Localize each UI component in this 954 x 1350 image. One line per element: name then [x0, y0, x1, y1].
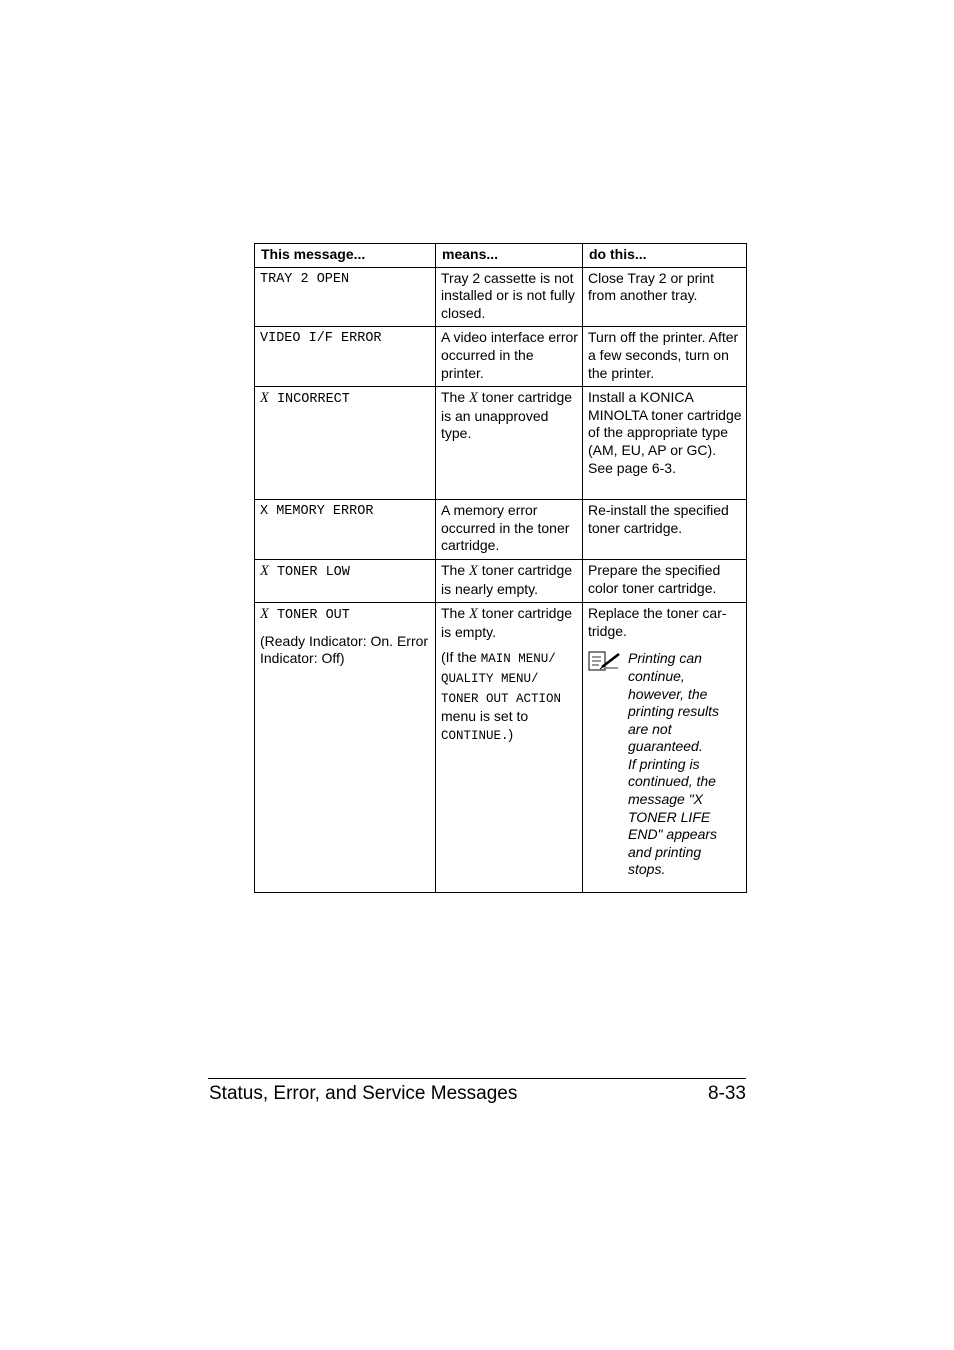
- message-cell: X MEMORY ERROR: [255, 500, 436, 560]
- means-cell: [436, 387, 583, 500]
- do-this-cell: Install a KONICA MINOLTA toner cartridge of the appropriate type (AM, EU, AP or GC). See page 6-3.: [583, 387, 747, 500]
- message-variable: X: [260, 606, 269, 623]
- means-text: The: [441, 605, 470, 622]
- means-cell: [436, 603, 583, 893]
- table-row: [255, 603, 747, 893]
- means-text: The: [441, 561, 470, 578]
- means-text: toner cartridge is nearly empty.: [441, 561, 573, 597]
- indicator-note: (Ready Indicator: On. Error Indicator: Off): [260, 632, 429, 667]
- means-text: toner cartridge is an unapproved type.: [441, 389, 573, 442]
- note-paragraph: Printing can continue, however, the printing results are not guaranteed.: [628, 650, 720, 755]
- note-pencil-icon: [588, 650, 628, 879]
- header-means: means...: [436, 244, 583, 268]
- message-cell: [255, 559, 436, 602]
- message-cell: [255, 603, 436, 893]
- message-cell: TRAY 2 OPEN: [255, 267, 436, 327]
- message-code: [260, 606, 431, 625]
- footer-divider: [208, 1078, 746, 1079]
- condition-text: (If the: [441, 649, 481, 666]
- table-row: [255, 327, 747, 387]
- note-text: [628, 650, 742, 879]
- condition-text: ): [508, 725, 514, 742]
- footer-section-title: Status, Error, and Service Messages: [209, 1083, 518, 1104]
- table-row: [255, 387, 747, 500]
- table-row: [255, 267, 747, 327]
- means-variable: X: [469, 606, 478, 623]
- do-this-cell: Prepare the specified color toner cartridge.: [583, 559, 747, 602]
- menu-condition: [441, 649, 578, 745]
- message-text: TONER OUT: [268, 608, 350, 624]
- do-this-cell: [583, 603, 747, 893]
- message-text: INCORRECT: [268, 392, 350, 408]
- message-text: TONER LOW: [268, 564, 350, 580]
- menu-value: CONTINUE.: [441, 728, 509, 743]
- message-cell: VIDEO I/F ERROR: [255, 327, 436, 387]
- table-row: [255, 500, 747, 560]
- means-variable: X: [469, 562, 478, 579]
- means-text: The: [441, 389, 470, 406]
- do-this-cell: Turn off the printer. After a few seconds, turn on the printer.: [583, 327, 747, 387]
- means-cell: A video interface error occurred in the printer.: [436, 327, 583, 387]
- header-message: This message...: [255, 244, 436, 268]
- means-cell: A memory error occurred in the toner cartridge.: [436, 500, 583, 560]
- means-cell: [436, 559, 583, 602]
- table-header-row: [255, 244, 747, 268]
- means-text: toner cartridge is empty.: [441, 605, 573, 640]
- means-variable: X: [469, 390, 478, 407]
- header-do-this: do this...: [583, 244, 747, 268]
- note-paragraph: If printing is continued, the message "X TONER LIFE END" appears and printing stops.: [628, 755, 718, 878]
- message-variable: X: [260, 390, 269, 407]
- status-message-table: [254, 243, 747, 893]
- action-text: Replace the toner car-tridge.: [588, 605, 727, 639]
- footer-page-number: 8-33: [707, 1083, 746, 1104]
- table-row: [255, 559, 747, 602]
- means-text-block: [441, 605, 578, 641]
- message-cell: [255, 387, 436, 500]
- do-this-cell: Close Tray 2 or print from another tray.: [583, 267, 747, 327]
- means-cell: Tray 2 cassette is not installed or is not fully closed.: [436, 267, 583, 327]
- menu-path: MAIN MENU/ QUALITY MENU/ TONER OUT ACTION: [441, 652, 562, 706]
- condition-text: menu is set to: [441, 708, 529, 725]
- do-this-cell: Re-install the specified toner cartridge.: [583, 500, 747, 560]
- note-block: [588, 650, 742, 879]
- message-variable: X: [260, 562, 269, 579]
